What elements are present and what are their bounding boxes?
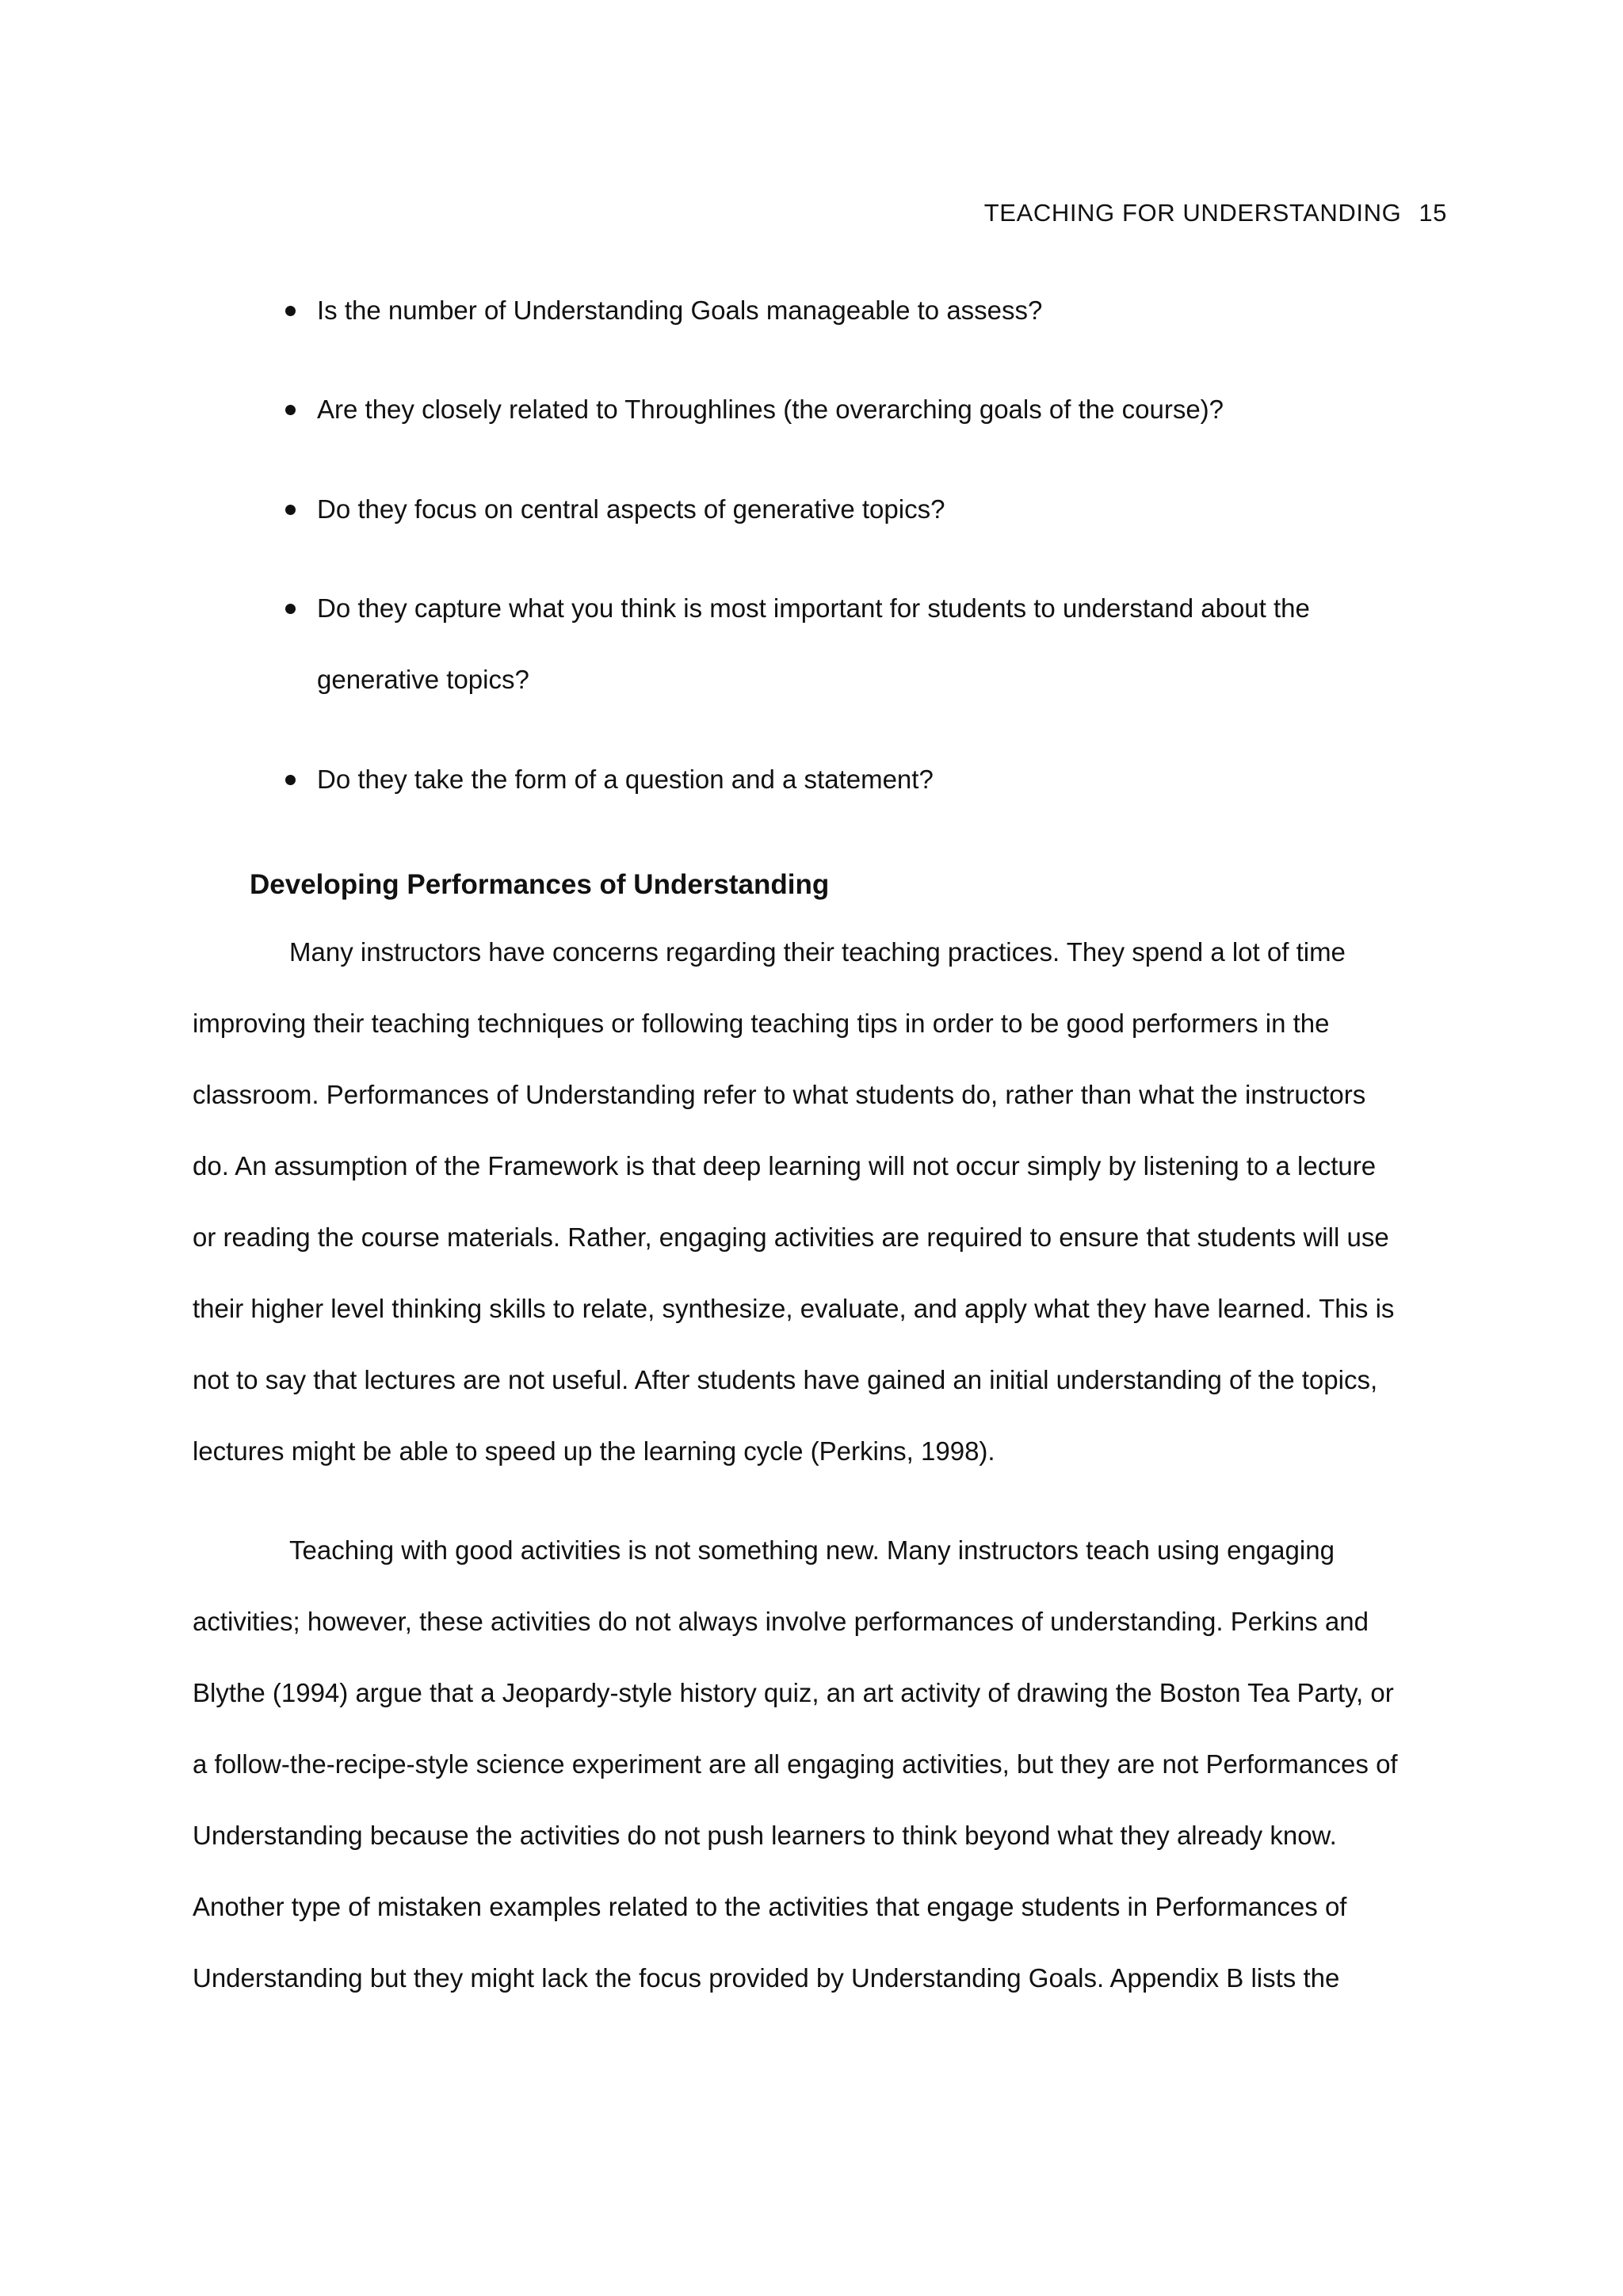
bullet-icon bbox=[285, 306, 296, 316]
bullet-text: Do they take the form of a question and a statement? bbox=[317, 765, 934, 794]
paragraph-line: or reading the course materials. Rather, engaging activities are required to ensure that students will use bbox=[193, 1222, 1389, 1252]
paragraph-line: improving their teaching techniques or following teaching tips in order to be good performers in the bbox=[193, 1009, 1330, 1038]
paragraph-line: classroom. Performances of Understanding refer to what students do, rather than what the instructors bbox=[193, 1080, 1366, 1109]
paragraph-line: do. An assumption of the Framework is that deep learning will not occur simply by listening to a lecture bbox=[193, 1151, 1377, 1180]
bullet-text-continuation: generative topics? bbox=[317, 665, 529, 694]
running-head-title: TEACHING FOR UNDERSTANDING bbox=[983, 199, 1402, 227]
bullet-icon bbox=[285, 775, 296, 785]
paragraph-line: Understanding because the activities do not push learners to think beyond what they already know. bbox=[193, 1821, 1337, 1850]
paragraph-line: Many instructors have concerns regarding their teaching practices. They spend a lot of time bbox=[289, 937, 1346, 967]
bullet-icon bbox=[285, 604, 296, 614]
bullet-icon bbox=[285, 505, 296, 515]
paragraph-line: Blythe (1994) argue that a Jeopardy-style history quiz, an art activity of drawing the Boston Tea Party, or bbox=[193, 1678, 1394, 1707]
page-number: 15 bbox=[1419, 199, 1447, 227]
paragraph-line: Another type of mistaken examples related to the activities that engage students in Performances of bbox=[193, 1892, 1347, 1921]
bullet-text: Do they focus on central aspects of generative topics? bbox=[317, 494, 945, 524]
paragraph-line: Teaching with good activities is not something new. Many instructors teach using engaging bbox=[289, 1535, 1335, 1565]
paragraph-line: not to say that lectures are not useful. After students have gained an initial understanding of the topics, bbox=[193, 1365, 1378, 1394]
bullet-text: Do they capture what you think is most important for students to understand about the bbox=[317, 593, 1310, 623]
bullet-text: Is the number of Understanding Goals manageable to assess? bbox=[317, 296, 1043, 325]
paragraph-line: a follow-the-recipe-style science experiment are all engaging activities, but they are not Performances of bbox=[193, 1749, 1398, 1779]
bullet-icon bbox=[285, 405, 296, 415]
section-heading: Developing Performances of Understanding bbox=[250, 869, 830, 900]
bullet-text: Are they closely related to Throughlines (the overarching goals of the course)? bbox=[317, 395, 1224, 424]
running-head bbox=[984, 197, 1447, 229]
paragraph-line: activities; however, these activities do not always involve performances of understanding. Perkins and bbox=[193, 1607, 1369, 1636]
paragraph-line: Understanding but they might lack the focus provided by Understanding Goals. Appendix B lists the bbox=[193, 1963, 1340, 1993]
paragraph-line: lectures might be able to speed up the learning cycle (Perkins, 1998). bbox=[193, 1436, 995, 1466]
paragraph-line: their higher level thinking skills to relate, synthesize, evaluate, and apply what they have learned. This is bbox=[193, 1294, 1395, 1323]
